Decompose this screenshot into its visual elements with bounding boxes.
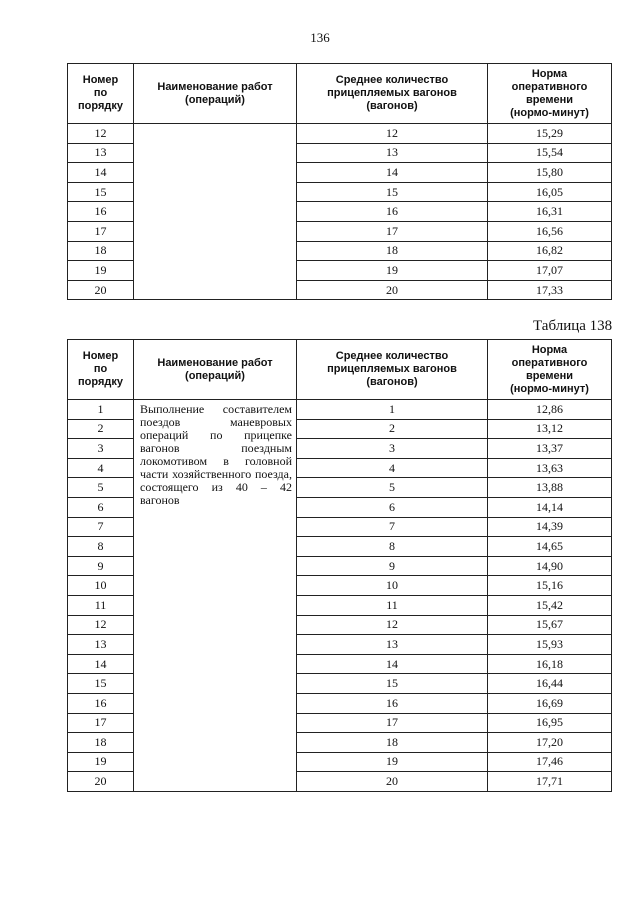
row-number-cell: 3: [68, 439, 134, 459]
average-wagons-cell: 12: [297, 615, 488, 635]
row-number-cell: 1: [68, 400, 134, 420]
row-number-cell: 12: [68, 615, 134, 635]
time-norm-cell: 15,80: [488, 163, 612, 183]
table-header-row: [68, 64, 612, 124]
time-norm-cell: 15,42: [488, 595, 612, 615]
row-number-cell: 16: [68, 693, 134, 713]
row-number-cell: 7: [68, 517, 134, 537]
row-number-cell: 14: [68, 163, 134, 183]
row-number-cell: 13: [68, 143, 134, 163]
row-number-cell: 15: [68, 674, 134, 694]
time-norm-cell: 13,63: [488, 458, 612, 478]
time-norm-cell: 16,18: [488, 654, 612, 674]
row-number-cell: 9: [68, 556, 134, 576]
row-number-cell: 18: [68, 733, 134, 753]
row-number-cell: 20: [68, 772, 134, 792]
time-norm-cell: 14,90: [488, 556, 612, 576]
row-number-cell: 13: [68, 635, 134, 655]
time-norm-cell: 15,67: [488, 615, 612, 635]
row-number-cell: 4: [68, 458, 134, 478]
average-wagons-cell: 18: [297, 733, 488, 753]
time-norm-cell: 17,07: [488, 261, 612, 281]
norms-table-138: [67, 339, 612, 792]
row-number-cell: 15: [68, 182, 134, 202]
average-wagons-cell: 9: [297, 556, 488, 576]
row-number-cell: 14: [68, 654, 134, 674]
header-operation-name: Наименование работ (операций): [134, 64, 297, 124]
row-number-cell: 8: [68, 537, 134, 557]
time-norm-cell: 16,56: [488, 221, 612, 241]
average-wagons-cell: 18: [297, 241, 488, 261]
header-average-wagons: Среднее количество прицепляемых вагонов (вагонов): [297, 340, 488, 400]
row-number-cell: 19: [68, 261, 134, 281]
average-wagons-cell: 16: [297, 693, 488, 713]
average-wagons-cell: 20: [297, 280, 488, 300]
operation-description-cell: [134, 124, 297, 300]
row-number-cell: 20: [68, 280, 134, 300]
time-norm-cell: 17,71: [488, 772, 612, 792]
time-norm-cell: 15,54: [488, 143, 612, 163]
average-wagons-cell: 17: [297, 713, 488, 733]
row-number-cell: 19: [68, 752, 134, 772]
time-norm-cell: 16,95: [488, 713, 612, 733]
table-row: [68, 400, 612, 420]
time-norm-cell: 12,86: [488, 400, 612, 420]
header-number: Номер по порядку: [68, 340, 134, 400]
average-wagons-cell: 11: [297, 595, 488, 615]
average-wagons-cell: 15: [297, 674, 488, 694]
average-wagons-cell: 17: [297, 221, 488, 241]
average-wagons-cell: 16: [297, 202, 488, 222]
time-norm-cell: 14,39: [488, 517, 612, 537]
time-norm-cell: 17,20: [488, 733, 612, 753]
average-wagons-cell: 19: [297, 752, 488, 772]
time-norm-cell: 15,29: [488, 124, 612, 144]
header-time-norm: Норма оперативного времени (нормо-минут): [488, 64, 612, 124]
row-number-cell: 10: [68, 576, 134, 596]
time-norm-cell: 16,31: [488, 202, 612, 222]
average-wagons-cell: 14: [297, 163, 488, 183]
time-norm-cell: 13,37: [488, 439, 612, 459]
header-number: Номер по порядку: [68, 64, 134, 124]
average-wagons-cell: 14: [297, 654, 488, 674]
time-norm-cell: 14,65: [488, 537, 612, 557]
average-wagons-cell: 20: [297, 772, 488, 792]
table-caption: Таблица 138: [533, 318, 613, 334]
average-wagons-cell: 12: [297, 124, 488, 144]
row-number-cell: 17: [68, 221, 134, 241]
row-number-cell: 16: [68, 202, 134, 222]
time-norm-cell: 16,05: [488, 182, 612, 202]
header-operation-name: Наименование работ (операций): [134, 340, 297, 400]
time-norm-cell: 15,93: [488, 635, 612, 655]
time-norm-cell: 16,69: [488, 693, 612, 713]
average-wagons-cell: 8: [297, 537, 488, 557]
average-wagons-cell: 2: [297, 419, 488, 439]
time-norm-cell: 15,16: [488, 576, 612, 596]
time-norm-cell: 17,33: [488, 280, 612, 300]
average-wagons-cell: 1: [297, 400, 488, 420]
time-norm-cell: 16,82: [488, 241, 612, 261]
operation-description-cell: Выполнение составителем поездов маневровых операций по прицепке вагонов поездным локомотивом в головной части хозяйственного поезда, состоящего из 40 – 42 вагонов: [134, 400, 297, 792]
average-wagons-cell: 3: [297, 439, 488, 459]
table-row: [68, 124, 612, 144]
header-average-wagons: Среднее количество прицепляемых вагонов (вагонов): [297, 64, 488, 124]
average-wagons-cell: 10: [297, 576, 488, 596]
row-number-cell: 17: [68, 713, 134, 733]
row-number-cell: 18: [68, 241, 134, 261]
average-wagons-cell: 13: [297, 143, 488, 163]
average-wagons-cell: 6: [297, 497, 488, 517]
average-wagons-cell: 13: [297, 635, 488, 655]
time-norm-cell: 16,44: [488, 674, 612, 694]
average-wagons-cell: 19: [297, 261, 488, 281]
norms-table-continued: [67, 63, 612, 300]
average-wagons-cell: 5: [297, 478, 488, 498]
row-number-cell: 5: [68, 478, 134, 498]
row-number-cell: 12: [68, 124, 134, 144]
time-norm-cell: 14,14: [488, 497, 612, 517]
time-norm-cell: 17,46: [488, 752, 612, 772]
average-wagons-cell: 7: [297, 517, 488, 537]
row-number-cell: 11: [68, 595, 134, 615]
average-wagons-cell: 15: [297, 182, 488, 202]
page-number: 136: [310, 30, 330, 45]
time-norm-cell: 13,12: [488, 419, 612, 439]
time-norm-cell: 13,88: [488, 478, 612, 498]
header-time-norm: Норма оперативного времени (нормо-минут): [488, 340, 612, 400]
table-header-row: [68, 340, 612, 400]
row-number-cell: 2: [68, 419, 134, 439]
average-wagons-cell: 4: [297, 458, 488, 478]
row-number-cell: 6: [68, 497, 134, 517]
